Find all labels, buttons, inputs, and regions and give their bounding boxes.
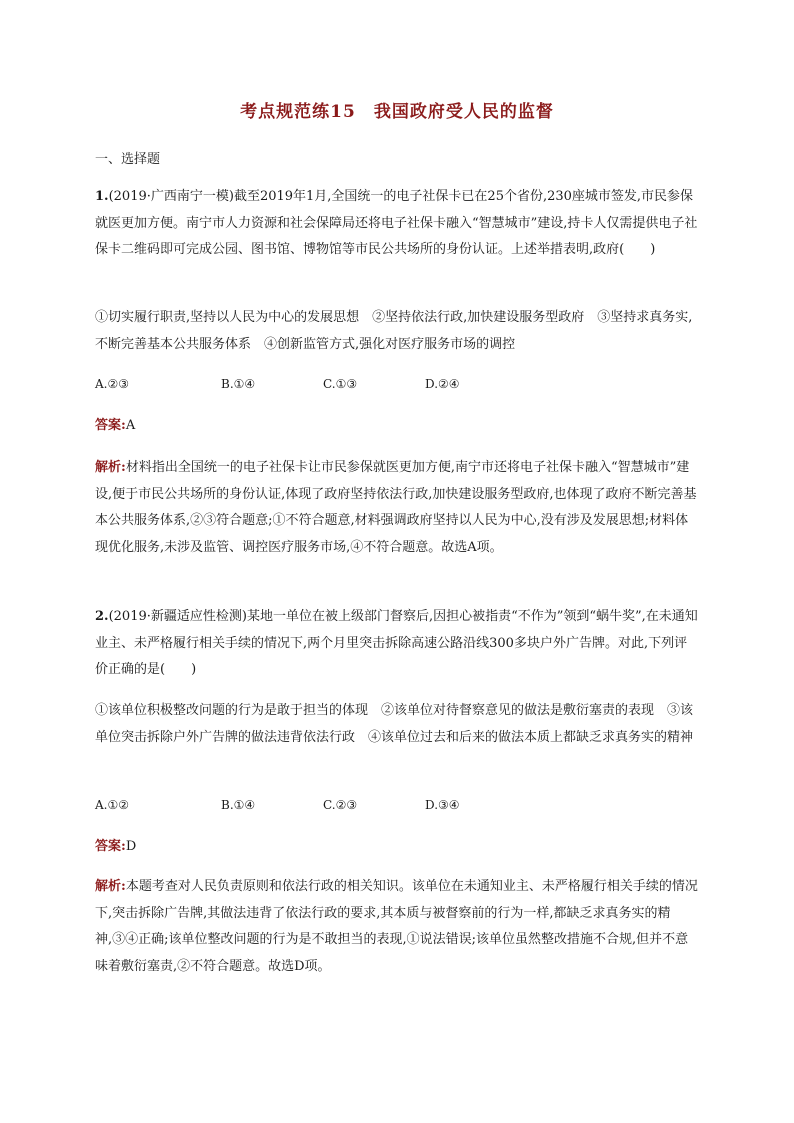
question-2-statements: ①该单位积极整改问题的行为是敢于担当的体现 ②该单位对待督察意见的做法是敷衍塞责的表现 ③该单位突击拆除户外广告牌的做法违背依法行政 ④该单位过去和后来的做法本质上都缺乏求真务实的精神 (95, 703, 694, 745)
question-2-option-a: A.①② (95, 798, 129, 812)
question-2-option-d: D.③④ (425, 798, 460, 812)
analysis-label: 解析: (95, 879, 126, 894)
question-1-statements: ①切实履行职责,坚持以人民为中心的发展思想 ②坚持依法行政,加快建设服务型政府 ③坚持求真务实,不断完善基本公共服务体系 ④创新监管方式,强化对医疗服务市场的调控 (95, 310, 693, 352)
question-1-option-c: C.①③ (323, 377, 358, 391)
question-2-text: (2019·新疆适应性检测)某地一单位在被上级部门督察后,因担心被指责“不作为”领到“蜗牛奖”,在未通知业主、未严格履行相关手续的情况下,两个月里突击拆除高速公路沿线300多块户外广告牌。对此,下列评价正确的是( ) (95, 609, 698, 677)
question-2-option-b: B.①④ (221, 798, 256, 812)
question-1-option-a: A.②③ (95, 377, 129, 391)
answer-value: D (125, 839, 137, 854)
question-1-number: 1. (95, 189, 109, 204)
question-1-text: (2019·广西南宁一模)截至2019年1月,全国统一的电子社保卡已在25个省份,230座城市签发,市民参保就医更加方便。南宁市人力资源和社会保障局还将电子社保卡融入“智慧城市”建设,持卡人仅需提供电子社保卡二维码即可完成公园、图书馆、博物馆等市民公共场所的身份认证。上述举措表明,政府( ) (95, 189, 698, 257)
answer-label: 答案: (95, 839, 126, 854)
answer-label: 答案: (95, 418, 126, 433)
question-2-answer (95, 834, 700, 861)
page-title: 考点规范练15 我国政府受人民的监督 (240, 102, 554, 122)
question-1-stem (95, 184, 700, 264)
question-2-number: 2. (95, 609, 109, 624)
question-2-stem (95, 604, 700, 684)
answer-value: A (125, 418, 136, 433)
analysis-label: 解析: (95, 460, 126, 475)
section-heading: 一、选择题 (95, 152, 161, 167)
question-1-answer (95, 413, 700, 440)
question-1-analysis (95, 455, 700, 561)
analysis-text: 本题考查对人民负责原则和依法行政的相关知识。该单位在未通知业主、未严格履行相关手续的情况下,突击拆除广告牌,其做法违背了依法行政的要求,其本质与被督察前的行为一样,都缺乏求真务实的精神,③④正确;该单位整改问题的行为是不敢担当的表现,①说法错误;该单位虽然整改措施不合规,但并不意味着敷衍塞责,②不符合题意。故选D项。 (95, 879, 698, 974)
question-1-option-d: D.②④ (425, 377, 460, 391)
question-2-analysis (95, 874, 700, 980)
question-1-option-b: B.①④ (221, 377, 256, 391)
analysis-text: 材料指出全国统一的电子社保卡让市民参保就医更加方便,南宁市还将电子社保卡融入“智慧城市”建设,便于市民公共场所的身份认证,体现了政府坚持依法行政,加快建设服务型政府,也体现了政府不断完善基本公共服务体系,②③符合题意;①不符合题意,材料强调政府坚持以人民为中心,没有涉及发展思想;材料体现优化服务,未涉及监管、调控医疗服务市场,④不符合题意。故选A项。 (95, 460, 697, 555)
question-2-option-c: C.②③ (323, 798, 358, 812)
